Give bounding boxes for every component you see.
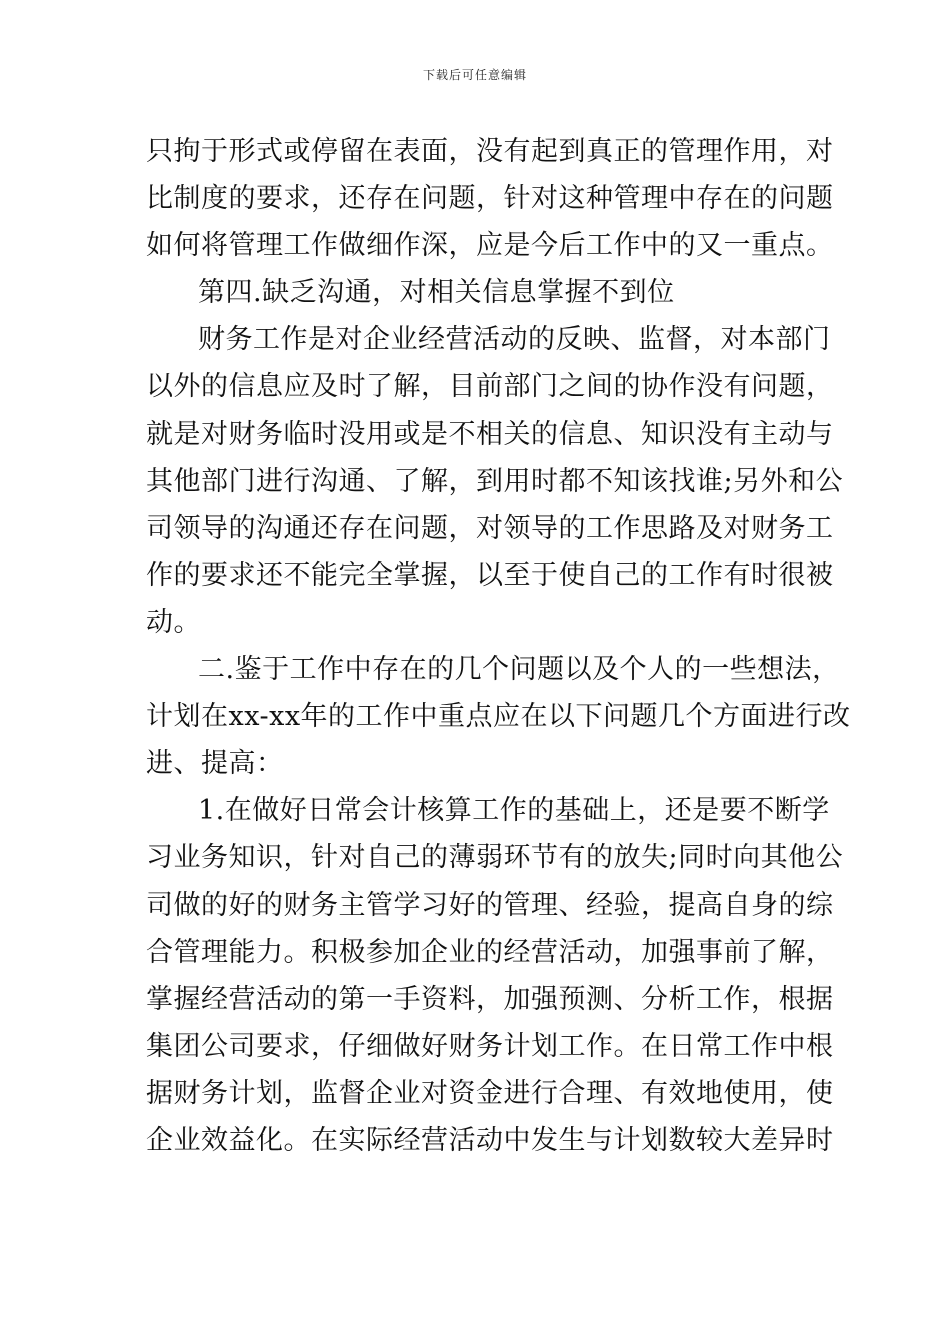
text-line: 进、提高： bbox=[146, 748, 284, 780]
text-line: 掌握经营活动的第一手资料，加强预测、分析工作，根据 bbox=[146, 983, 834, 1015]
text-line: 司领导的沟通还存在问题，对领导的工作思路及对财务工 bbox=[146, 512, 834, 544]
text-line: 如何将管理工作做细作深，应是今后工作中的又一重点。 bbox=[146, 230, 834, 262]
text-line: 就是对财务临时没用或是不相关的信息、知识没有主动与 bbox=[146, 418, 834, 450]
text-line: 动。 bbox=[146, 606, 201, 638]
text-line: 据财务计划，监督企业对资金进行合理、有效地使用，使 bbox=[146, 1077, 834, 1109]
text-line: 集团公司要求，仔细做好财务计划工作。在日常工作中根 bbox=[146, 1030, 834, 1062]
text-line: 计划在xx-xx年的工作中重点应在以下问题几个方面进行改 bbox=[146, 701, 851, 733]
page-header-note: 下载后可任意编辑 bbox=[422, 68, 527, 82]
section-heading-4: 第四.缺乏沟通，对相关信息掌握不到位 bbox=[198, 277, 675, 309]
text-line: 只拘于形式或停留在表面，没有起到真正的管理作用，对 bbox=[146, 136, 834, 167]
section-heading-2: 二.鉴于工作中存在的几个问题以及个人的一些想法， bbox=[198, 654, 840, 686]
text-line: 司做的好的财务主管学习好的管理、经验，提高自身的综 bbox=[146, 889, 834, 921]
text-line: 作的要求还不能完全掌握，以至于使自己的工作有时很被 bbox=[146, 559, 834, 591]
text-line: 企业效益化。在实际经营活动中发生与计划数较大差异时 bbox=[146, 1124, 834, 1156]
text-line: 习业务知识，针对自己的薄弱环节有的放失;同时向其他公 bbox=[146, 842, 844, 874]
text-line: 比制度的要求，还存在问题，针对这种管理中存在的问题 bbox=[146, 183, 834, 215]
text-line: 财务工作是对企业经营活动的反映、监督，对本部门 bbox=[198, 324, 831, 356]
text-line: 以外的信息应及时了解，目前部门之间的协作没有问题， bbox=[146, 371, 834, 403]
text-line: 其他部门进行沟通、了解，到用时都不知该找谁;另外和公 bbox=[146, 465, 844, 497]
document-body bbox=[146, 128, 851, 1164]
list-item-1: 1.在做好日常会计核算工作的基础上，还是要不断学 bbox=[198, 795, 830, 827]
text-line: 合管理能力。积极参加企业的经营活动，加强事前了解， bbox=[146, 936, 834, 968]
